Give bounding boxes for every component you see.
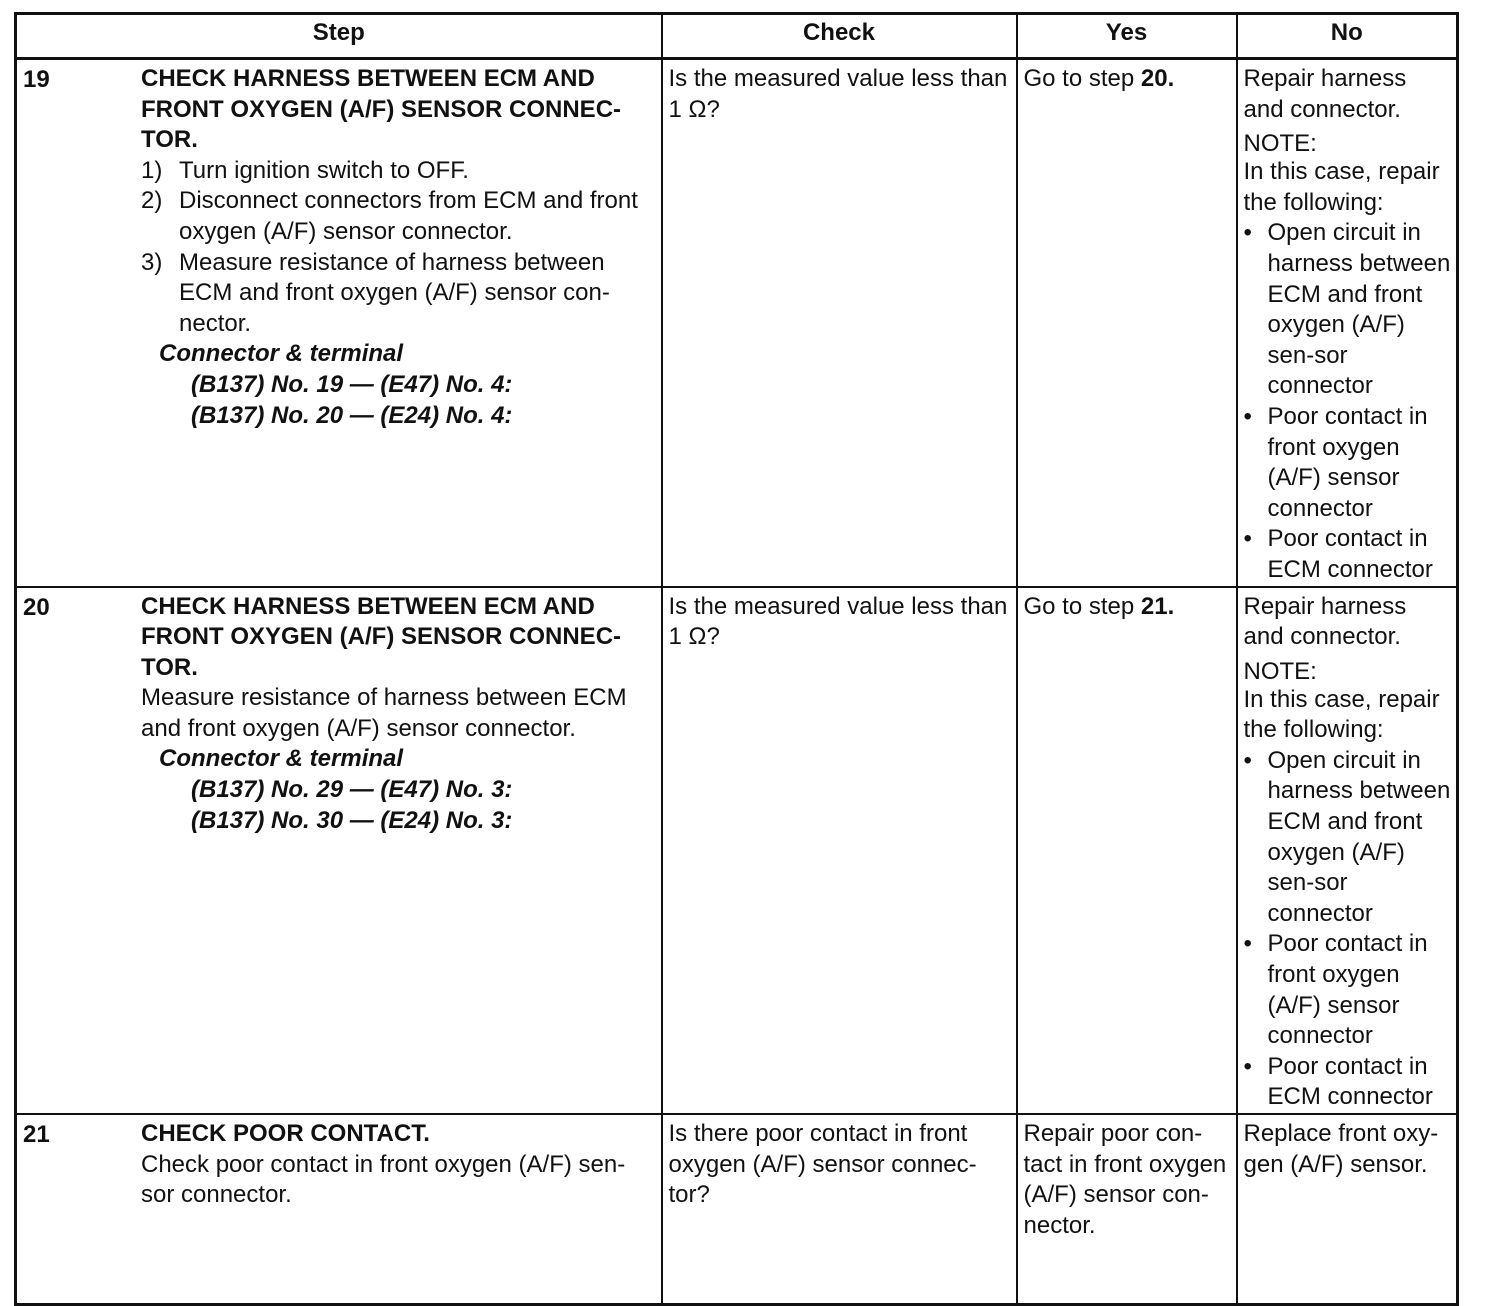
list-item — [1244, 1052, 1453, 1113]
header-check: Check — [662, 14, 1017, 59]
no-cell — [1237, 1114, 1458, 1305]
table-row — [16, 59, 1458, 587]
bullet-icon: • — [1243, 930, 1252, 958]
note-bullet-text: Poor contact in front oxygen (A/F) sensor connector — [1267, 402, 1428, 522]
check-cell — [662, 587, 1017, 1115]
connector-line: (B137) No. 19 — (E47) No. 4: — [191, 370, 513, 398]
table-row — [16, 1114, 1458, 1305]
check-cell — [662, 59, 1017, 587]
step-body-text: Measure resistance of harness between ECM and front oxygen (A/F) sensor connector. — [141, 684, 627, 742]
note-bullet-text: Poor contact in ECM connector — [1267, 525, 1433, 583]
list-item — [1244, 402, 1453, 524]
substep-list — [141, 156, 655, 340]
yes-step-link[interactable]: 21. — [1140, 592, 1175, 620]
step-title: CHECK HARNESS BETWEEN ECM AND FRONT OXYGEN (A/F) SENSOR CONNEC-TOR. — [141, 592, 622, 681]
no-main-text: Repair harness and connector. — [1243, 65, 1407, 123]
substep-number: 3) — [141, 248, 163, 276]
step-cell — [16, 587, 662, 1115]
step-number: 21 — [23, 1121, 50, 1148]
yes-prefix: Go to step — [1023, 592, 1141, 620]
bullet-icon: • — [1243, 219, 1252, 247]
step-number: 19 — [23, 66, 50, 93]
note-label: NOTE: — [1243, 130, 1317, 158]
header-yes: Yes — [1017, 14, 1237, 59]
check-text: Is the measured value less than 1 Ω? — [668, 592, 1008, 651]
yes-cell — [1017, 59, 1237, 587]
note-bullet-text: Open circuit in harness between ECM and front oxygen (A/F) sen-sor connector — [1267, 746, 1451, 927]
header-no: No — [1237, 14, 1458, 59]
list-item — [141, 186, 655, 247]
step-number: 20 — [23, 593, 50, 621]
step-cell — [16, 1114, 662, 1305]
yes-cell — [1017, 1114, 1237, 1305]
step-title: CHECK POOR CONTACT. — [141, 1120, 430, 1147]
substep-text: Turn ignition switch to OFF. — [179, 156, 469, 184]
list-item — [1244, 929, 1453, 1051]
no-main-text: Replace front oxy-gen (A/F) sensor. — [1243, 1120, 1439, 1178]
substep-text: Measure resistance of harness between ECM and front oxygen (A/F) sensor con-nector. — [179, 248, 610, 337]
table-row — [16, 587, 1458, 1115]
note-bullet-text: Poor contact in front oxygen (A/F) sensor connector — [1267, 930, 1428, 1050]
connector-line: (B137) No. 30 — (E24) No. 3: — [191, 806, 513, 834]
list-item — [1244, 524, 1453, 585]
connector-line: (B137) No. 20 — (E24) No. 4: — [191, 401, 513, 429]
step-cell — [16, 59, 662, 587]
connector-title: Connector & terminal — [159, 745, 404, 773]
yes-cell — [1017, 587, 1237, 1115]
step-title: CHECK HARNESS BETWEEN ECM AND FRONT OXYGEN (A/F) SENSOR CONNEC-TOR. — [141, 65, 622, 154]
bullet-icon: • — [1243, 746, 1252, 774]
diagnostic-page — [14, 12, 1456, 1306]
check-text: Is there poor contact in front oxygen (A/F) sensor connec-tor? — [668, 1120, 977, 1209]
note-label: NOTE: — [1243, 657, 1317, 685]
substep-text: Disconnect connectors from ECM and front oxygen (A/F) sensor connector. — [179, 187, 638, 245]
yes-text: Repair poor con-tact in front oxygen (A/F) sensor con-nector. — [1023, 1120, 1227, 1239]
step-body-text: Check poor contact in front oxygen (A/F) sen-sor connector. — [141, 1150, 626, 1209]
yes-prefix: Go to step — [1023, 65, 1141, 92]
connector-line: (B137) No. 29 — (E47) No. 3: — [191, 776, 513, 804]
substep-number: 1) — [141, 156, 163, 184]
bullet-icon: • — [1243, 1052, 1252, 1080]
bullet-icon: • — [1243, 402, 1252, 430]
check-text: Is the measured value less than 1 Ω? — [668, 65, 1008, 123]
table-header-row — [16, 14, 1458, 59]
list-item — [141, 248, 655, 340]
bullet-icon: • — [1243, 525, 1252, 553]
connector-title: Connector & terminal — [159, 340, 404, 368]
check-cell — [662, 1114, 1017, 1305]
list-item — [1244, 746, 1453, 930]
substep-number: 2) — [141, 187, 163, 215]
no-main-text: Repair harness and connector. — [1243, 592, 1407, 651]
yes-step-link[interactable]: 20. — [1140, 65, 1175, 92]
no-cell — [1237, 587, 1458, 1115]
no-cell — [1237, 59, 1458, 587]
note-bullet-text: Poor contact in ECM connector — [1267, 1052, 1433, 1111]
list-item — [141, 156, 655, 187]
header-step: Step — [16, 14, 662, 59]
note-bullet-text: Open circuit in harness between ECM and front oxygen (A/F) sen-sor connector — [1267, 219, 1451, 400]
note-intro: In this case, repair the following: — [1243, 158, 1440, 216]
diagnostic-table — [14, 12, 1459, 1306]
note-intro: In this case, repair the following: — [1243, 685, 1440, 744]
list-item — [1244, 218, 1453, 402]
